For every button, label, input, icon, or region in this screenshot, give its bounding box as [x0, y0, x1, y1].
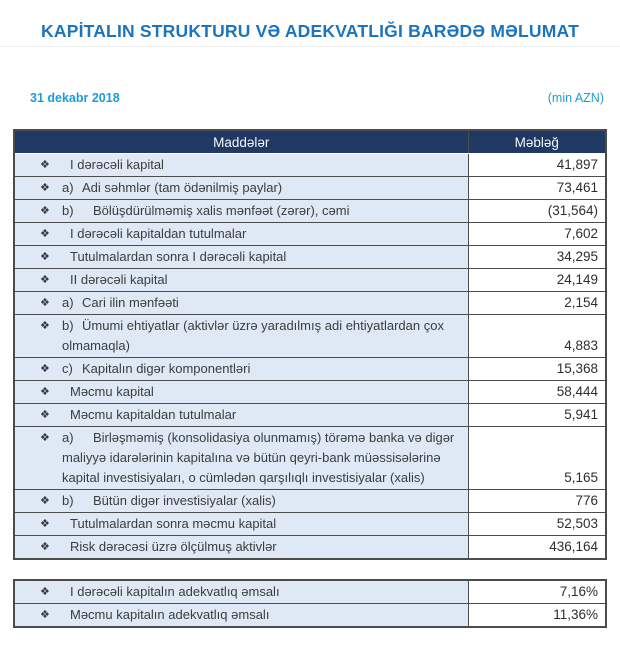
diamond-bullet-icon: ❖ [40, 541, 50, 553]
diamond-bullet-icon: ❖ [40, 251, 50, 263]
diamond-bullet-icon: ❖ [40, 205, 50, 217]
row-label: Bütün digər investisiyalar (xalis) [93, 493, 276, 508]
row-label: Məcmu kapitalın adekvatlıq əmsalı [70, 607, 270, 622]
diamond-bullet-icon: ❖ [40, 495, 50, 507]
row-prefix: b) [62, 493, 74, 508]
meta-row [30, 91, 604, 105]
report-date: 31 dekabr 2018 [30, 91, 120, 105]
row-value: 5,165 [468, 427, 606, 490]
column-header-items: Maddələr [14, 130, 468, 154]
row-label: Ümumi ehtiyatlar (aktivlər üzrə yaradılmış adi ehtiyatlardan çox olmamaqla) [62, 318, 444, 353]
diamond-bullet-icon: ❖ [40, 609, 50, 621]
diamond-bullet-icon: ❖ [40, 228, 50, 240]
report-page [0, 21, 620, 628]
currency-unit-label: (min AZN) [547, 91, 604, 105]
table-row [14, 269, 606, 292]
row-value: 5,941 [468, 404, 606, 427]
row-value: 73,461 [468, 177, 606, 200]
table-header-row [14, 130, 606, 154]
table-row [14, 315, 606, 358]
table-row [14, 292, 606, 315]
column-header-amount: Məbləğ [468, 130, 606, 154]
row-label: Bölüşdürülməmiş xalis mənfəət (zərər), cəmi [93, 203, 350, 218]
table-row [14, 154, 606, 177]
row-prefix: b) [62, 203, 74, 218]
table-row [14, 358, 606, 381]
diamond-bullet-icon: ❖ [40, 274, 50, 286]
row-label: Tutulmalardan sonra məcmu kapital [70, 516, 277, 531]
row-label: Tutulmalardan sonra I dərəcəli kapital [70, 249, 287, 264]
table-row [14, 404, 606, 427]
row-label: I dərəcəli kapitaldan tutulmalar [70, 226, 247, 241]
diamond-bullet-icon: ❖ [40, 159, 50, 171]
diamond-bullet-icon: ❖ [40, 363, 50, 375]
row-value: 41,897 [468, 154, 606, 177]
row-label: Risk dərəcəsi üzrə ölçülmuş aktivlər [70, 539, 277, 554]
diamond-bullet-icon: ❖ [40, 386, 50, 398]
row-value: 34,295 [468, 246, 606, 269]
row-prefix: a) [62, 180, 74, 195]
row-label: I dərəcəli kapitalın adekvatlıq əmsalı [70, 584, 280, 599]
row-label: Məcmu kapital [70, 384, 154, 399]
diamond-bullet-icon: ❖ [40, 320, 50, 332]
row-label: Cari ilin mənfəəti [82, 295, 179, 310]
title-divider [0, 46, 620, 47]
row-value: 7,602 [468, 223, 606, 246]
row-value: 776 [468, 490, 606, 513]
row-prefix: b) [62, 318, 74, 333]
row-value: 7,16% [468, 580, 606, 604]
table-row [14, 200, 606, 223]
diamond-bullet-icon: ❖ [40, 182, 50, 194]
table-row [14, 513, 606, 536]
diamond-bullet-icon: ❖ [40, 518, 50, 530]
table-row [14, 381, 606, 404]
row-prefix: c) [62, 361, 73, 376]
page-title: KAPİTALIN STRUKTURU VƏ ADEKVATLIĞI BARƏDƏ MƏLUMAT [41, 21, 579, 41]
row-value: 24,149 [468, 269, 606, 292]
row-value: 436,164 [468, 536, 606, 560]
table-row [14, 223, 606, 246]
row-prefix: a) [62, 430, 74, 445]
row-value: 11,36% [468, 604, 606, 628]
table-row [14, 246, 606, 269]
row-label: Birləşməmiş (konsolidasiya olunmamış) törəmə banka və digər maliyyə idarələrinin kapitalına və bütün qeyri-bank müəssisələrinə kapital investisiyaları, o cümlədən qarşılıqlı investisiyalar (xalis) [62, 430, 455, 485]
row-label: II dərəcəli kapital [70, 272, 168, 287]
table-row [14, 427, 606, 490]
row-label: Məcmu kapitaldan tutulmalar [70, 407, 237, 422]
capital-structure-table [13, 129, 607, 560]
row-label: Adi səhmlər (tam ödənilmiş paylar) [82, 180, 283, 195]
table-row [14, 536, 606, 560]
table-row [14, 490, 606, 513]
capital-adequacy-ratio-table [13, 579, 607, 628]
diamond-bullet-icon: ❖ [40, 432, 50, 444]
row-label: Kapitalın digər komponentləri [82, 361, 251, 376]
diamond-bullet-icon: ❖ [40, 297, 50, 309]
row-value: 52,503 [468, 513, 606, 536]
diamond-bullet-icon: ❖ [40, 409, 50, 421]
row-value: 4,883 [468, 315, 606, 358]
row-value: 15,368 [468, 358, 606, 381]
table-row [14, 580, 606, 604]
row-value: (31,564) [468, 200, 606, 223]
diamond-bullet-icon: ❖ [40, 586, 50, 598]
row-prefix: a) [62, 295, 74, 310]
table-row [14, 604, 606, 628]
row-value: 58,444 [468, 381, 606, 404]
row-value: 2,154 [468, 292, 606, 315]
row-label: I dərəcəli kapital [70, 157, 164, 172]
table-row [14, 177, 606, 200]
